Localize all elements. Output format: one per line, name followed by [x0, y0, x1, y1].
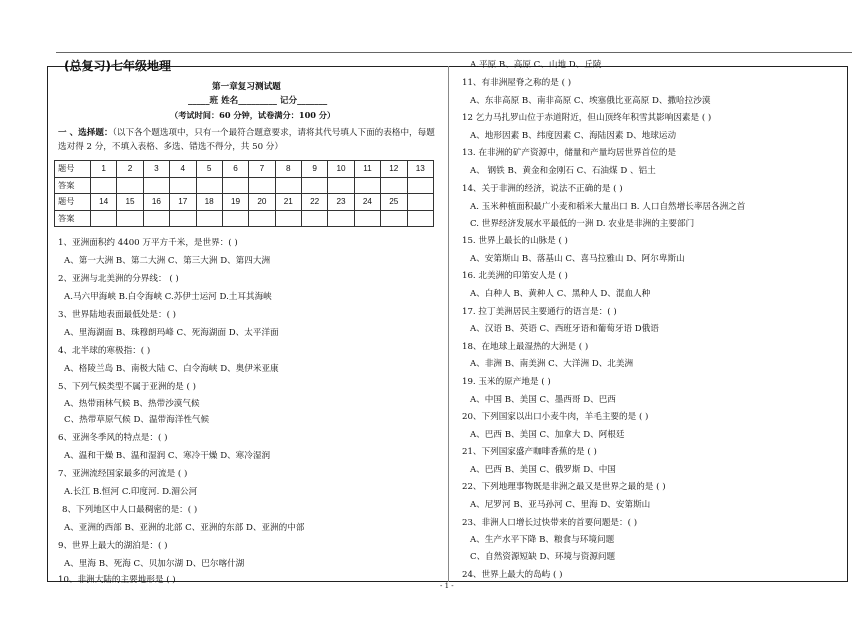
question-line: 5、下列气候类型不属于亚洲的是 ( ) — [58, 382, 196, 392]
question-number: 25 — [381, 194, 407, 211]
question-line: 22、下列地理事物既是非洲之最又是世界之最的是 ( ) — [462, 482, 666, 492]
question-number: 18 — [196, 194, 222, 211]
row-label-answer: 答案 — [55, 210, 91, 227]
answer-cell[interactable] — [407, 210, 434, 227]
question-number: 10 — [328, 161, 354, 178]
option-line: A、安第斯山 B、落基山 C、喜马拉雅山 D、阿尔卑斯山 — [470, 254, 685, 264]
answer-cell[interactable] — [91, 177, 117, 194]
question-number: 4 — [170, 161, 196, 178]
answer-cell[interactable] — [222, 177, 248, 194]
page-number: - 1 - — [440, 582, 454, 590]
answer-cell[interactable] — [354, 177, 380, 194]
option-line: A、汉语 B、英语 C、西班牙语和葡萄牙语 D俄语 — [470, 324, 659, 334]
row-label-answer: 答案 — [55, 177, 91, 194]
question-number: 12 — [381, 161, 407, 178]
question-line: 6、亚洲冬季风的特点是：( ) — [58, 433, 168, 443]
answer-cell[interactable] — [275, 210, 301, 227]
answer-cell[interactable] — [170, 177, 196, 194]
answer-cell[interactable] — [249, 177, 275, 194]
table-row — [55, 194, 434, 211]
question-line: 16. 北美洲的印第安人是 ( ) — [462, 271, 568, 281]
question-line: 10、非洲大陆的主要地形是 ( ) — [58, 575, 176, 585]
option-line: A、非洲 B、南美洲 C、大洋洲 D、北美洲 — [470, 359, 634, 369]
table-row — [55, 210, 434, 227]
question-line: 7、亚洲流经国家最多的河流是 ( ) — [58, 469, 188, 479]
question-number: 20 — [249, 194, 275, 211]
question-line: 8、下列地区中人口最稠密的是：( ) — [62, 505, 198, 515]
question-number: 1 — [91, 161, 117, 178]
question-line: 20、下列国家以出口小麦牛肉，羊毛主要的是 ( ) — [462, 412, 649, 422]
question-line: 9、世界上最大的湖泊是：( ) — [58, 541, 168, 551]
option-line: A、里海湖面 B、珠穆朗玛峰 C、死海湖面 D、太平洋面 — [64, 328, 279, 338]
question-number: 13 — [407, 161, 434, 178]
question-number: 3 — [143, 161, 169, 178]
question-number: 7 — [249, 161, 275, 178]
option-line: A、里海 B、死海 C、贝加尔湖 D、巴尔喀什湖 — [64, 559, 245, 569]
option-line: A.长江 B.恒河 C.印度河. D.湄公河 — [64, 487, 198, 497]
answer-cell[interactable] — [117, 177, 143, 194]
answer-cell[interactable] — [222, 210, 248, 227]
question-line: 15. 世界上最长的山脉是 ( ) — [462, 236, 568, 246]
option-line: A、白种人 B、黄种人 C、黑种人 D、混血人种 — [470, 289, 651, 299]
option-line: A、尼罗河 B、亚马孙河 C、里海 D、安第斯山 — [470, 500, 651, 510]
chapter-subtitle: 第一章复习测试题 — [212, 82, 281, 92]
column-divider — [448, 66, 449, 582]
question-number: 2 — [117, 161, 143, 178]
question-number: 9 — [302, 161, 328, 178]
question-number: 24 — [354, 194, 380, 211]
question-line: 3、世界陆地表面最低处是：( ) — [58, 310, 177, 320]
question-number: 5 — [196, 161, 222, 178]
question-line: 13. 在非洲的矿产资源中，储量和产量均居世界首位的是 — [462, 148, 677, 158]
question-number: 16 — [143, 194, 169, 211]
option-line: A、生产水平下降 B、粮食与环境问题 — [470, 535, 615, 545]
section1-instructions — [58, 126, 442, 154]
answer-cell[interactable] — [117, 210, 143, 227]
section1-heading: 一 、选择题： — [58, 128, 113, 138]
exam-note: （考试时间：60 分钟，试卷满分：100 分） — [170, 110, 336, 120]
question-number: 8 — [275, 161, 301, 178]
table-row — [55, 161, 434, 178]
question-number: 14 — [91, 194, 117, 211]
question-number: 15 — [117, 194, 143, 211]
answer-cell[interactable] — [407, 177, 434, 194]
question-number: 19 — [222, 194, 248, 211]
answer-cell[interactable] — [196, 177, 222, 194]
answer-cell[interactable] — [143, 210, 169, 227]
question-line: 19. 玉米的原产地是 ( ) — [462, 377, 551, 387]
question-number: 6 — [222, 161, 248, 178]
option-line: C、热带草原气候 D、温带海洋性气候 — [64, 415, 210, 425]
answer-cell[interactable] — [381, 177, 407, 194]
question-number: 11 — [354, 161, 380, 178]
answer-cell[interactable] — [328, 210, 354, 227]
option-line: A、巴西 B、美国 C、俄罗斯 D、中国 — [470, 465, 616, 475]
question-line: 4、北半球的寒极指：( ) — [58, 346, 151, 356]
answer-cell[interactable] — [302, 177, 328, 194]
answer-table — [54, 160, 434, 227]
question-line: 11、有非洲屋脊之称的是 ( ) — [462, 78, 572, 88]
option-line: A. 玉米种植面积最广小麦和稻米大量出口 B. 人口自然增长率居各洲之首 — [470, 202, 746, 212]
answer-cell[interactable] — [381, 210, 407, 227]
question-line: 17. 拉丁美洲居民主要通行的语言是：( ) — [462, 307, 617, 317]
question-number: 22 — [302, 194, 328, 211]
question-line: 1、亚洲面积约 4400 万平方千米，是世界：( ) — [58, 238, 238, 248]
question-number: 17 — [170, 194, 196, 211]
question-number: 21 — [275, 194, 301, 211]
answer-cell[interactable] — [275, 177, 301, 194]
answer-cell[interactable] — [354, 210, 380, 227]
answer-cell[interactable] — [302, 210, 328, 227]
answer-cell[interactable] — [170, 210, 196, 227]
answer-cell[interactable] — [91, 210, 117, 227]
student-info-line: _____班 姓名_________ 记分_______ — [188, 96, 328, 106]
row-label-number: 题号 — [55, 161, 91, 178]
question-line: 24、世界上最大的岛屿 ( ) — [462, 570, 563, 580]
answer-cell[interactable] — [196, 210, 222, 227]
option-line: A、地形因素 B、纬度因素 C、海陆因素 D、地球运动 — [470, 131, 677, 141]
option-line: A、温和干燥 B、温和湿润 C、寒冷干燥 D、寒冷湿润 — [64, 451, 271, 461]
question-line: 12 乞力马扎罗山位于赤道附近，但山顶终年积雪其影响因素是 ( ) — [462, 113, 712, 123]
option-line: C、自然资源短缺 D、环境与资源问题 — [470, 552, 616, 562]
answer-cell[interactable] — [328, 177, 354, 194]
option-line: A、巴西 B、美国 C、加拿大 D、阿根廷 — [470, 430, 625, 440]
option-line: A.马六甲海峡 B.白令海峡 C.苏伊士运河 D.土耳其海峡 — [64, 292, 272, 302]
option-line: A、东非高原 B、南非高原 C、埃塞俄比亚高原 D、撒哈拉沙漠 — [470, 96, 711, 106]
answer-cell[interactable] — [249, 210, 275, 227]
section1-text: （以下各个题选项中，只有一个最符合题意要求，请将其代号填人下面的表格中，每题选对得 2 分，不填入表格、多选、错选不得分，共 50 分） — [58, 128, 435, 152]
option-line: A、中国 B、美国 C、墨西哥 D、巴西 — [470, 395, 616, 405]
answer-cell[interactable] — [143, 177, 169, 194]
option-line: A、亚洲的西部 B、亚洲的北部 C、亚洲的东部 D、亚洲的中部 — [64, 523, 305, 533]
option-line: A、格陵兰岛 B、南极大陆 C、白令海峡 D、奥伊米亚康 — [64, 364, 279, 374]
row-label-number: 题号 — [55, 194, 91, 211]
document-title: (总复习)七年级地理 — [64, 59, 171, 73]
header-rule — [56, 52, 852, 53]
question-number: 23 — [328, 194, 354, 211]
question-line: 21、下列国家盛产咖啡香蕉的是 ( ) — [462, 447, 597, 457]
question-line: 23、非洲人口增长过快带来的首要问题是：( ) — [462, 518, 638, 528]
option-line: A、热带雨林气候 B、热带沙漠气候 — [64, 399, 200, 409]
option-line: A、 钢铁 B、黄金和金刚石 C、石油煤 D 、铝土 — [470, 166, 656, 176]
table-row — [55, 177, 434, 194]
question-line: 14、关于非洲的经济，说法不正确的是 ( ) — [462, 184, 623, 194]
question-line: 18、在地球上最湿热的大洲是 ( ) — [462, 342, 589, 352]
question-number — [407, 194, 434, 211]
question-line: 2、亚洲与北美洲的分界线： ( ) — [58, 274, 179, 284]
option-line: A、第一大洲 B、第二大洲 C、第三大洲 D、第四大洲 — [64, 256, 271, 266]
option-line: C. 世界经济发展水平最低的一洲 D. 农业是非洲的主要部门 — [470, 219, 695, 229]
option-line: A.平原 B、高原 C、山地 D、丘陵 — [470, 60, 602, 70]
